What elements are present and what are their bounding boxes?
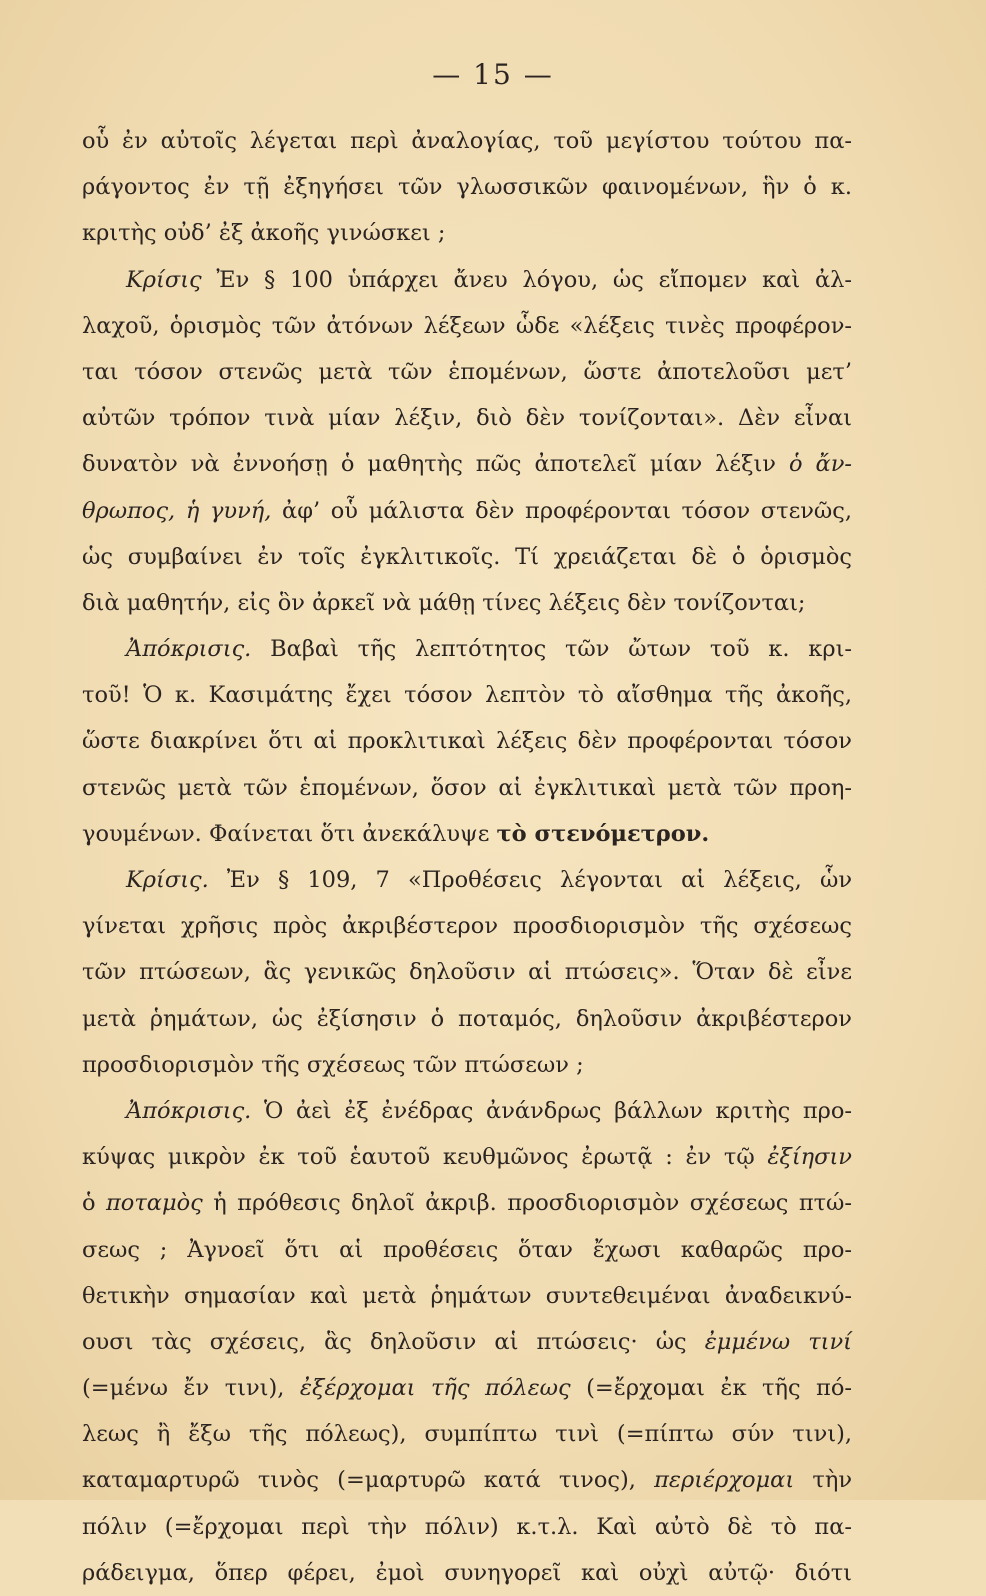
- text-segment: ἀφ’ οὗ μάλιστα δὲν προφέρονται τόσον στενῶς,: [271, 497, 853, 524]
- text-line: [82, 580, 852, 626]
- text-segment: Ἐν § 109, 7 «Προθέσεις λέγονται αἱ λέξεις, ὧν: [208, 867, 852, 893]
- text-segment: πόλιν (=ἔρχομαι περὶ τὴν πόλιν) κ.τ.λ. Καὶ αὐτὸ δὲ τὸ πα-: [82, 1513, 852, 1540]
- text-line: [82, 903, 852, 949]
- text-line: [82, 1180, 852, 1226]
- text-line: [82, 349, 852, 395]
- text-line: [82, 1042, 852, 1088]
- text-line: [82, 811, 852, 857]
- text-segment: κύψας μικρὸν ἐκ τοῦ ἑαυτοῦ κευθμῶνος ἐρωτᾷ : ἐν τῷ: [82, 1144, 768, 1171]
- page-number: — 15 —: [432, 58, 554, 91]
- text-segment: ὡς συμβαίνει ἐν τοῖς ἐγκλιτικοῖς. Τί χρειάζεται δὲ ὁ ὁρισμὸς: [82, 543, 852, 570]
- italic-text: Ἀπόκρισις.: [126, 1097, 252, 1124]
- text-segment: ὁ: [82, 1190, 107, 1217]
- text-line: [82, 1227, 852, 1273]
- text-segment: (=ἔρχομαι ἐκ τῆς πό-: [570, 1375, 852, 1402]
- text-line: [82, 1273, 852, 1319]
- text-line: [82, 210, 852, 256]
- text-line: [82, 1365, 852, 1411]
- text-segment: λεως ἢ ἔξω τῆς πόλεως), συμπίπτω τινὶ (=πίπτω σύν τινι),: [82, 1421, 852, 1448]
- text-segment: σεως ; Ἀγνοεῖ ὅτι αἱ προθέσεις ὅταν ἔχωσι καθαρῶς προ-: [82, 1236, 852, 1263]
- text-segment: διὰ μαθητήν, εἰς ὃν ἀρκεῖ νὰ μάθῃ τίνες λέξεις δὲν τονίζονται;: [82, 589, 806, 616]
- text-line: [82, 395, 852, 441]
- text-segment: καταμαρτυρῶ τινὸς (=μαρτυρῶ κατά τινος),: [82, 1467, 655, 1494]
- text-segment: Βαβαὶ τῆς λεπτότητος τῶν ὤτων τοῦ κ. κρι-: [251, 636, 852, 663]
- italic-text: ποταμὸς: [106, 1190, 203, 1217]
- text-line: [82, 1319, 852, 1365]
- text-segment: λαχοῦ, ὁρισμὸς τῶν ἀτόνων λέξεων ὧδε «λέξεις τινὲς προφέρον-: [82, 312, 852, 339]
- text-line: [82, 1550, 852, 1596]
- text-segment: ται τόσον στενῶς μετὰ τῶν ἑπομένων, ὥστε ἀποτελοῦσι μετ’: [82, 358, 852, 385]
- italic-text: ἐμμένω τινί: [704, 1328, 852, 1355]
- text-line: [82, 1134, 852, 1180]
- text-segment: ράγοντος ἐν τῇ ἐξηγήσει τῶν γλωσσικῶν φαινομένων, ἣν ὁ κ.: [82, 174, 852, 201]
- text-line: [82, 996, 852, 1042]
- text-line: [82, 118, 852, 164]
- text-segment: Ὁ ἀεὶ ἐξ ἐνέδρας ἀνάνδρως βάλλων κριτὴς προ-: [251, 1097, 852, 1124]
- text-line: [82, 1457, 852, 1503]
- text-segment: Ἐν § 100 ὑπάρχει ἄνευ λόγου, ὡς εἴπομεν καὶ ἀλ-: [201, 266, 852, 293]
- italic-text: Κρίσις: [126, 266, 202, 293]
- text-segment: γίνεται χρῆσις πρὸς ἀκριβέστερον προσδιορισμὸν τῆς σχέσεως: [82, 913, 852, 940]
- text-segment: κριτὴς οὐδ’ ἐξ ἀκοῆς γινώσκει ;: [82, 220, 446, 247]
- text-line: [82, 857, 852, 903]
- italic-text: Ἀπόκρισις.: [126, 636, 252, 663]
- text-line: [82, 488, 852, 534]
- text-segment: τῶν πτώσεων, ἃς γενικῶς δηλοῦσιν αἱ πτώσεις». Ὅταν δὲ εἶνε: [82, 959, 852, 986]
- text-segment: οὗ ἐν αὐτοῖς λέγεται περὶ ἀναλογίας, τοῦ μεγίστου τούτου πα-: [82, 128, 852, 154]
- text-line: [82, 441, 852, 487]
- text-segment: στενῶς μετὰ τῶν ἑπομένων, ὅσον αἱ ἐγκλιτικαὶ μετὰ τῶν προη-: [82, 774, 852, 801]
- text-line: [82, 949, 852, 995]
- text-line: [82, 626, 852, 672]
- italic-text: θρωπος, ἡ γυνή,: [82, 497, 272, 524]
- text-segment: αὐτῶν τρόπον τινὰ μίαν λέξιν, διὸ δὲν τονίζονται». Δὲν εἶναι: [82, 405, 852, 432]
- text-segment: ράδειγμα, ὅπερ φέρει, ἐμοὶ συνηγορεῖ καὶ οὐχὶ αὐτῷ· διότι: [82, 1559, 852, 1586]
- text-line: [82, 303, 852, 349]
- italic-text: Κρίσις.: [126, 867, 209, 893]
- text-segment: γουμένων. Φαίνεται ὅτι ἀνεκάλυψε: [82, 820, 497, 847]
- text-line: [82, 718, 852, 764]
- body-text: [82, 118, 852, 1596]
- italic-text: περιέρχομαι: [654, 1467, 795, 1494]
- text-line: [82, 1411, 852, 1457]
- text-line: [82, 1088, 852, 1134]
- italic-text: ἐξέρχομαι τῆς πόλεως: [299, 1375, 571, 1402]
- text-line: [82, 534, 852, 580]
- text-line: [82, 164, 852, 210]
- italic-text: ἐξίησιν: [767, 1144, 852, 1171]
- text-segment: θετικὴν σημασίαν καὶ μετὰ ῥημάτων συντεθειμέναι ἀναδεικνύ-: [82, 1282, 852, 1309]
- text-segment: ὥστε διακρίνει ὅτι αἱ προκλιτικαὶ λέξεις δὲν προφέρονται τόσον: [82, 728, 852, 755]
- text-segment: τοῦ! Ὁ κ. Κασιμάτης ἔχει τόσον λεπτὸν τὸ αἴσθημα τῆς ἀκοῆς,: [82, 682, 852, 709]
- text-segment: τὴν: [794, 1467, 852, 1494]
- text-line: [82, 1504, 852, 1550]
- text-segment: μετὰ ῥημάτων, ὡς ἐξίσησιν ὁ ποταμός, δηλοῦσιν ἀκριβέστερον: [82, 1005, 852, 1032]
- text-line: [82, 257, 852, 303]
- text-segment: δυνατὸν νὰ ἐννοήσῃ ὁ μαθητὴς πῶς ἀποτελεῖ μίαν λέξιν: [82, 451, 789, 478]
- bold-text: τὸ στενόμετρον.: [496, 820, 710, 847]
- text-segment: ἡ πρόθεσις δηλοῖ ἀκριβ. προσδιορισμὸν σχέσεως πτώ-: [202, 1190, 852, 1217]
- italic-text: ὁ ἄν-: [788, 451, 852, 478]
- text-segment: προσδιορισμὸν τῆς σχέσεως τῶν πτώσεων ;: [82, 1051, 584, 1078]
- text-line: [82, 765, 852, 811]
- text-segment: ουσι τὰς σχέσεις, ἃς δηλοῦσιν αἱ πτώσεις· ὡς: [82, 1328, 705, 1355]
- text-segment: (=μένω ἔν τινι),: [82, 1375, 300, 1402]
- text-line: [82, 672, 852, 718]
